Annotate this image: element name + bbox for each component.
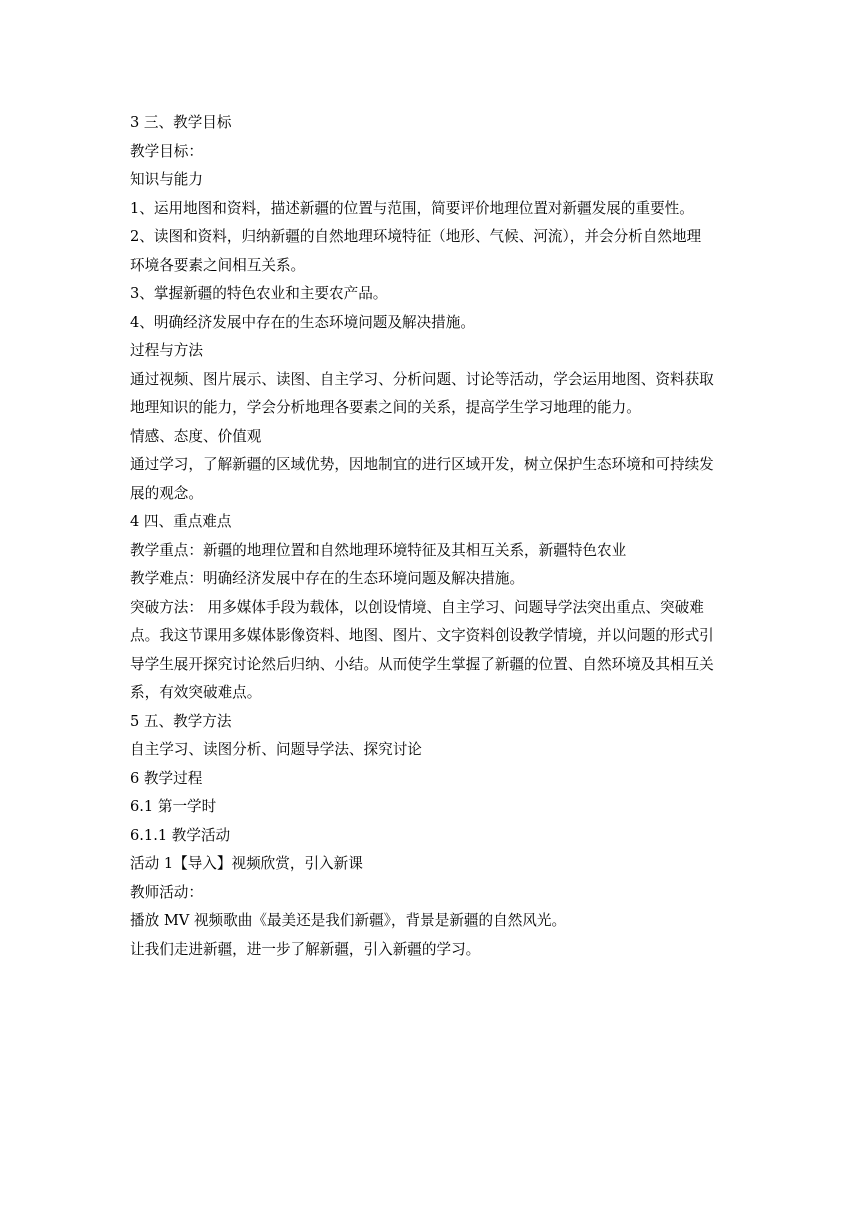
section-heading-key-points: 4 四、重点难点 (130, 513, 232, 530)
objective-item-2-line-2: 环境各要素之间相互关系。 (130, 256, 306, 274)
teacher-activity-label: 教师活动： (130, 883, 203, 901)
subsection-teaching-activities: 6.1.1 教学活动 (130, 826, 231, 844)
emotion-paragraph-line-2: 展的观念。 (130, 484, 203, 502)
section-heading-objectives: 3 三、教学目标 (130, 114, 232, 131)
process-paragraph-line-1: 通过视频、图片展示、读图、自主学习、分析问题、讨论等活动，学会运用地图、资料获取 (130, 370, 714, 388)
teacher-activity-line-2: 让我们走进新疆，进一步了解新疆，引入新疆的学习。 (130, 940, 481, 958)
breakthrough-line-4: 系，有效突破难点。 (130, 684, 262, 701)
objective-item-2-line-1: 2、读图和资料，归纳新疆的自然地理环境特征（地形、气候、河流），并会分析自然地理 (130, 228, 702, 245)
difficulty-text: 教学难点：明确经济发展中存在的生态环境问题及解决措施。 (130, 570, 525, 587)
process-paragraph-line-2: 地理知识的能力，学会分析地理各要素之间的关系，提高学生学习地理的能力。 (130, 399, 641, 416)
subheading-process-method: 过程与方法 (130, 342, 203, 359)
objective-item-4: 4、明确经济发展中存在的生态环境问题及解决措施。 (130, 313, 475, 331)
activity-1-title: 活动 1【导入】视频欣赏，引入新课 (130, 855, 363, 872)
breakthrough-line-3: 导学生展开探究讨论然后归纳、小结。从而使学生掌握了新疆的位置、自然环境及其相互关 (130, 655, 714, 673)
key-point-text: 教学重点：新疆的地理位置和自然地理环境特征及其相互关系，新疆特色农业 (130, 541, 627, 559)
section-heading-process: 6 教学过程 (130, 769, 203, 787)
document-body (130, 109, 733, 964)
breakthrough-line-2: 点。我这节课用多媒体影像资料、地图、图片、文字资料创设教学情境，并以问题的形式引 (130, 627, 714, 644)
objective-item-3: 3、掌握新疆的特色农业和主要农产品。 (130, 285, 388, 302)
objectives-label: 教学目标： (130, 142, 203, 160)
objective-item-1: 1、运用地图和资料，描述新疆的位置与范围，简要评价地理位置对新疆发展的重要性。 (130, 199, 694, 217)
subsection-first-lesson: 6.1 第一学时 (130, 798, 217, 815)
subheading-emotion-values: 情感、态度、价值观 (130, 427, 262, 445)
section-heading-methods: 5 五、教学方法 (130, 712, 232, 730)
emotion-paragraph-line-1: 通过学习，了解新疆的区域优势，因地制宜的进行区域开发，树立保护生态环境和可持续发 (130, 456, 714, 473)
methods-text: 自主学习、读图分析、问题导学法、探究讨论 (130, 741, 422, 758)
breakthrough-line-1: 突破方法： 用多媒体手段为载体，以创设情境、自主学习、问题导学法突出重点、突破难 (130, 598, 704, 616)
teacher-activity-line-1: 播放 MV 视频歌曲《最美还是我们新疆》，背景是新疆的自然风光。 (130, 912, 567, 929)
subheading-knowledge-ability: 知识与能力 (130, 171, 203, 188)
